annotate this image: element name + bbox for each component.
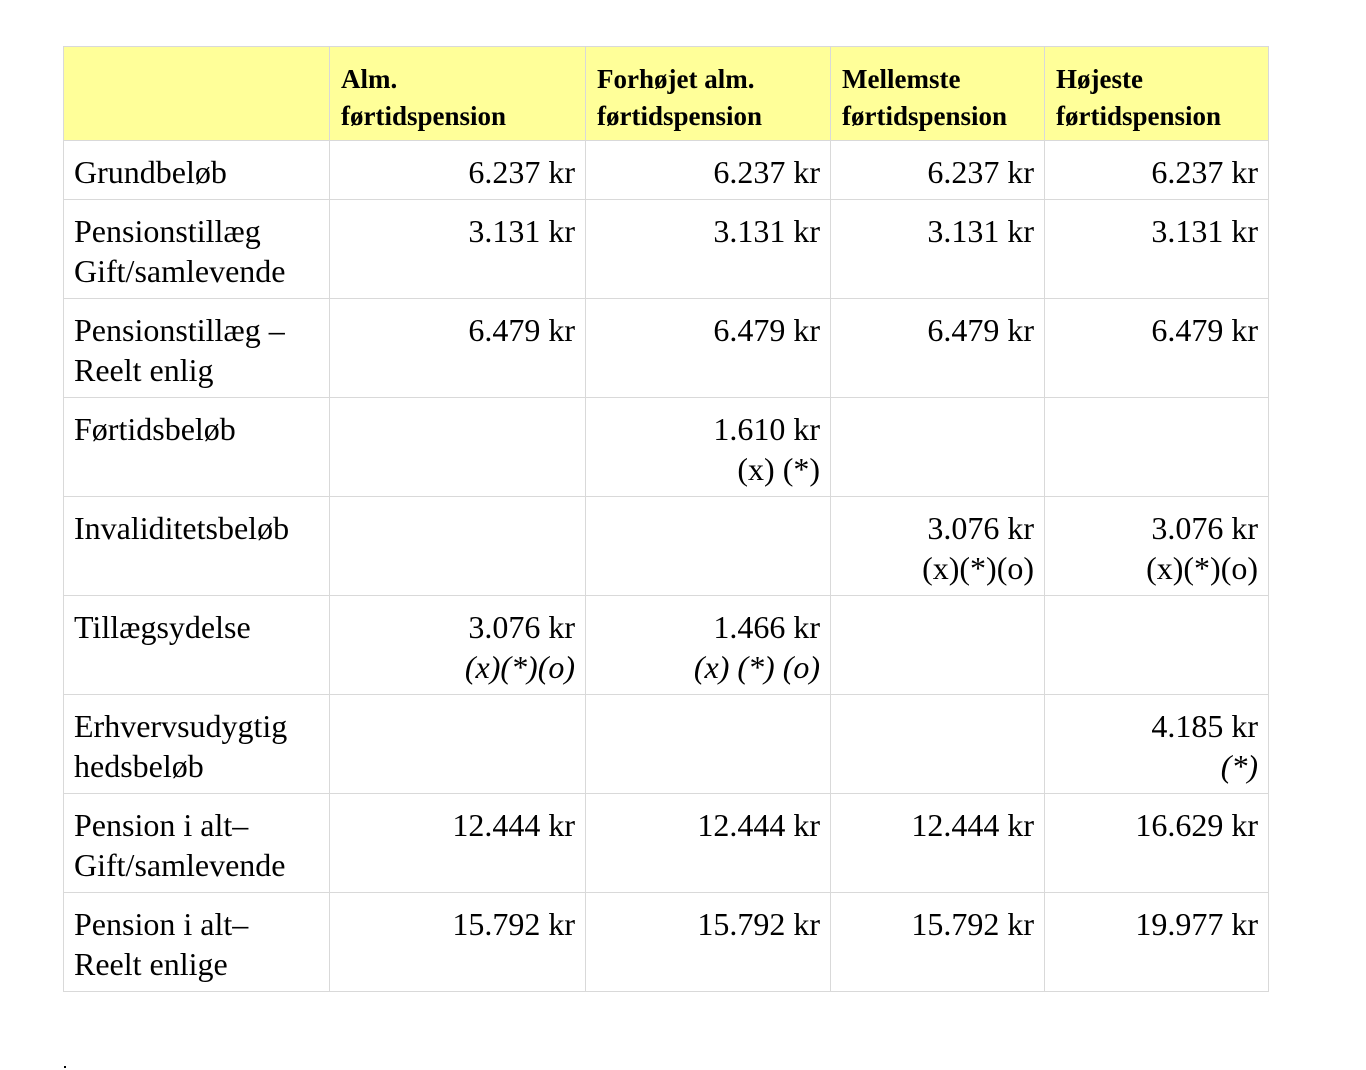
row-label: Gift/samlevende [74, 847, 286, 883]
footnote-marker: (x) (*) (o) [693, 649, 820, 685]
amount-cell [831, 299, 1045, 398]
amount-value: 15.792 kr [911, 906, 1034, 942]
amount-cell [831, 497, 1045, 596]
amount-value: 1.610 kr [713, 411, 820, 447]
amount-cell [1045, 299, 1269, 398]
header-line: Mellemste [842, 64, 961, 94]
amount-cell [1045, 200, 1269, 299]
amount-cell [831, 596, 1045, 695]
amount-cell [831, 893, 1045, 992]
amount-cell [831, 794, 1045, 893]
amount-value: 6.479 kr [468, 312, 575, 348]
header-line: Højeste [1056, 64, 1143, 94]
amount-cell [586, 794, 831, 893]
row-label: Førtidsbeløb [74, 411, 236, 447]
table-row [64, 596, 1269, 695]
amount-cell [831, 398, 1045, 497]
header-line: førtidspension [1056, 101, 1222, 131]
header-line: førtidspension [341, 101, 507, 131]
amount-cell [330, 398, 586, 497]
amount-value: 19.977 kr [1135, 906, 1258, 942]
amount-value: 16.629 kr [1135, 807, 1258, 843]
footnote-marker: (x)(*)(o) [1146, 550, 1258, 586]
amount-cell [330, 794, 586, 893]
amount-value: 6.479 kr [927, 312, 1034, 348]
amount-cell [586, 398, 831, 497]
table-header-row [64, 47, 1269, 141]
table-row [64, 497, 1269, 596]
row-label-cell [64, 398, 330, 497]
amount-value: 6.237 kr [468, 154, 575, 190]
row-label: Erhvervsudygtig [74, 708, 288, 744]
amount-cell [831, 200, 1045, 299]
amount-cell [330, 695, 586, 794]
row-label: Tillægsydelse [74, 609, 251, 645]
amount-cell [586, 596, 831, 695]
header-line: førtidspension [597, 101, 763, 131]
header-mellemste-fortidspension [831, 47, 1045, 141]
table-row [64, 200, 1269, 299]
row-label-cell [64, 695, 330, 794]
header-alm-fortidspension [330, 47, 586, 141]
table-row [64, 398, 1269, 497]
amount-value: 6.237 kr [1151, 154, 1258, 190]
row-label: Pensionstillæg [74, 213, 261, 249]
row-label: Pension i alt– [74, 807, 249, 843]
amount-cell [1045, 596, 1269, 695]
row-label: Reelt enlig [74, 352, 214, 388]
amount-cell [1045, 398, 1269, 497]
footnote-marker: (x)(*)(o) [464, 649, 575, 685]
amount-cell [586, 200, 831, 299]
amount-cell [831, 695, 1045, 794]
amount-cell [330, 497, 586, 596]
row-label-cell [64, 141, 330, 200]
amount-cell [330, 893, 586, 992]
amount-cell [1045, 893, 1269, 992]
amount-cell [330, 299, 586, 398]
row-label-cell [64, 497, 330, 596]
amount-cell [330, 200, 586, 299]
amount-value: 3.131 kr [1151, 213, 1258, 249]
header-hojeste-fortidspension [1045, 47, 1269, 141]
amount-value: 6.479 kr [713, 312, 820, 348]
table-row [64, 893, 1269, 992]
amount-value: 6.479 kr [1151, 312, 1258, 348]
amount-value: 3.076 kr [1151, 510, 1258, 546]
footnote-marker: (x)(*)(o) [922, 550, 1034, 586]
amount-cell [831, 141, 1045, 200]
table-row [64, 794, 1269, 893]
row-label: Gift/samlevende [74, 253, 286, 289]
table-row [64, 695, 1269, 794]
row-label-cell [64, 893, 330, 992]
pension-rates-table [63, 46, 1269, 992]
amount-cell [1045, 141, 1269, 200]
amount-value: 15.792 kr [452, 906, 575, 942]
amount-value: 6.237 kr [927, 154, 1034, 190]
amount-cell [586, 695, 831, 794]
row-label-cell [64, 596, 330, 695]
amount-cell [1045, 695, 1269, 794]
footnote-marker: (x) (*) [737, 451, 820, 487]
header-line: Forhøjet alm. [597, 64, 755, 94]
row-label: Pension i alt– [74, 906, 249, 942]
header-forhojet-alm-fortidspension [586, 47, 831, 141]
amount-value: 12.444 kr [452, 807, 575, 843]
row-label: hedsbeløb [74, 748, 204, 784]
table-row [64, 141, 1269, 200]
amount-cell [586, 299, 831, 398]
stray-dot [64, 1066, 66, 1068]
amount-value: 3.131 kr [927, 213, 1034, 249]
row-label-cell [64, 200, 330, 299]
amount-cell [586, 893, 831, 992]
row-label: Grundbeløb [74, 154, 227, 190]
amount-value: 3.076 kr [927, 510, 1034, 546]
amount-value: 12.444 kr [911, 807, 1034, 843]
amount-value: 1.466 kr [713, 609, 820, 645]
amount-cell [1045, 497, 1269, 596]
amount-cell [330, 596, 586, 695]
header-line: førtidspension [842, 101, 1008, 131]
amount-cell [1045, 794, 1269, 893]
row-label: Reelt enlige [74, 946, 228, 982]
header-corner-cell [64, 47, 330, 141]
amount-value: 3.131 kr [713, 213, 820, 249]
amount-cell [586, 141, 831, 200]
table-row [64, 299, 1269, 398]
amount-value: 6.237 kr [713, 154, 820, 190]
table-body [64, 141, 1269, 992]
header-line: Alm. [341, 64, 398, 94]
row-label-cell [64, 299, 330, 398]
amount-value: 12.444 kr [697, 807, 820, 843]
amount-cell [586, 497, 831, 596]
amount-value: 15.792 kr [697, 906, 820, 942]
amount-value: 3.131 kr [468, 213, 575, 249]
amount-value: 4.185 kr [1151, 708, 1258, 744]
row-label: Pensionstillæg – [74, 312, 285, 348]
row-label: Invaliditetsbeløb [74, 510, 290, 546]
row-label-cell [64, 794, 330, 893]
amount-cell [330, 141, 586, 200]
footnote-marker: (*) [1220, 748, 1258, 784]
amount-value: 3.076 kr [468, 609, 575, 645]
